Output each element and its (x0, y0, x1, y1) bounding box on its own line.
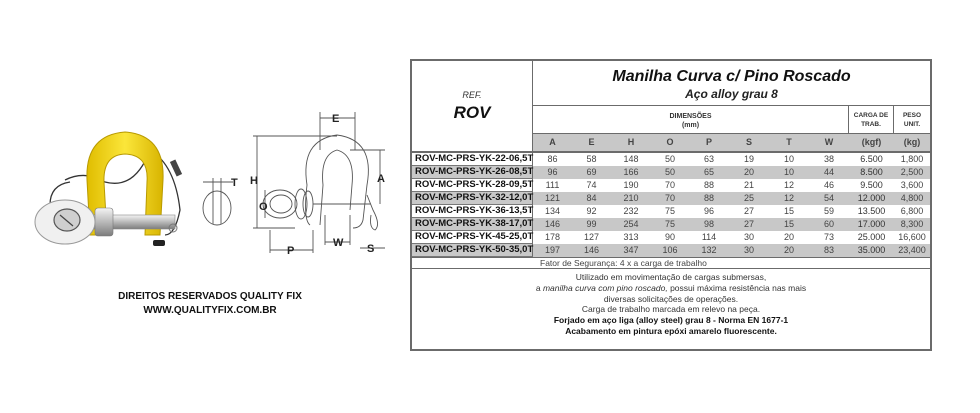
cell-kg: 23,400 (898, 245, 926, 255)
desc-line-2 (412, 283, 930, 294)
product-photo (25, 110, 205, 270)
cell-h: 210 (623, 193, 639, 203)
dim-label-w: W (333, 237, 344, 249)
cell-a: 146 (544, 219, 561, 229)
cell-a: 121 (544, 193, 561, 203)
table-row (412, 244, 930, 257)
col-header-kg: (kg) (903, 137, 921, 147)
dim-label-o: O (259, 201, 268, 213)
cell-kg: 1,800 (900, 154, 924, 164)
cell-o: 106 (662, 245, 678, 255)
cell-s: 30 (743, 232, 754, 242)
cell-kgf: 8.500 (860, 167, 883, 177)
safety-factor-row (412, 257, 930, 269)
dim-label-t: T (231, 177, 238, 189)
peso-header-line1: PESO (902, 112, 922, 119)
row-code: ROV-MC-PRS-YK-28-09,5T (412, 179, 533, 192)
cell-h: 254 (623, 219, 639, 229)
cell-kgf: 12.000 (857, 193, 886, 203)
cell-kgf: 6.500 (860, 154, 883, 164)
cell-e: 69 (586, 167, 597, 177)
cell-a: 111 (545, 180, 560, 190)
table-row (412, 205, 930, 218)
row-code: ROV-MC-PRS-YK-22-06,5T (412, 153, 533, 166)
cell-p: 88 (703, 180, 714, 190)
cell-h: 166 (623, 167, 639, 177)
cell-e: 84 (586, 193, 597, 203)
cell-p: 98 (703, 219, 714, 229)
dimensions-header (533, 106, 849, 133)
desc-line-3: diversas solicitações de operações. (603, 293, 739, 304)
cell-h: 347 (623, 245, 639, 255)
col-header-a: A (549, 137, 556, 147)
dim-label-h: H (250, 175, 258, 187)
desc-line-5: Forjado em aço liga (alloy steel) grau 8 - Norma EN 1677-1 (553, 315, 789, 326)
technical-drawing (195, 100, 405, 260)
cell-s: 27 (743, 206, 754, 216)
cell-w: 59 (823, 206, 834, 216)
cell-o: 75 (664, 219, 675, 229)
cell-o: 70 (664, 180, 675, 190)
cell-p: 63 (703, 154, 714, 164)
cell-t: 15 (783, 206, 794, 216)
cell-h: 232 (623, 206, 639, 216)
cell-kgf: 9.500 (860, 180, 883, 190)
col-header-o: O (666, 137, 674, 147)
cell-s: 30 (743, 245, 754, 255)
col-header-kgf: (kgf) (861, 137, 882, 147)
shackle-photo-icon (25, 110, 205, 270)
cell-w: 83 (823, 245, 834, 255)
col-header-w: W (824, 137, 834, 147)
ref-value: ROV (453, 103, 491, 122)
cell-p: 114 (701, 232, 717, 242)
carga-header (849, 106, 894, 133)
cell-w: 73 (823, 232, 834, 242)
dimensions-header-line2: (mm) (681, 122, 700, 129)
row-code: ROV-MC-PRS-YK-50-35,0T (412, 244, 533, 257)
cell-w: 54 (823, 193, 834, 203)
row-code: ROV-MC-PRS-YK-45-25,0T (412, 231, 533, 244)
cell-t: 20 (783, 232, 794, 242)
table-row (412, 153, 930, 166)
cell-e: 146 (583, 245, 600, 255)
cell-kg: 16,600 (898, 232, 926, 242)
dim-label-e: E (332, 113, 340, 125)
cell-w: 60 (823, 219, 834, 229)
product-title: Manilha Curva c/ Pino Roscado (612, 68, 851, 85)
col-header-p: P (705, 137, 712, 147)
cell-a: 134 (544, 206, 561, 216)
safety-factor-text: Fator de Segurança: 4 x a carga de trabalho (540, 258, 707, 268)
table-row (412, 166, 930, 179)
cell-h: 190 (623, 180, 639, 190)
cell-e: 99 (586, 219, 597, 229)
product-subtitle: Aço alloy grau 8 (685, 87, 778, 101)
cell-e: 127 (583, 232, 600, 242)
title-cell (533, 61, 930, 106)
ref-cell (412, 61, 533, 153)
cell-kg: 4,800 (900, 193, 924, 203)
spec-table (410, 59, 932, 351)
copyright-block (110, 290, 310, 318)
dim-label-p: P (287, 245, 295, 257)
cell-o: 50 (664, 167, 675, 177)
cell-o: 70 (664, 193, 675, 203)
cell-o: 75 (664, 206, 675, 216)
col-header-t: T (786, 137, 792, 147)
desc-line-4: Carga de trabalho marcada em relevo na peça. (581, 304, 761, 315)
cell-t: 10 (783, 154, 794, 164)
cell-e: 58 (586, 154, 597, 164)
peso-header (894, 106, 930, 133)
carga-header-line1: CARGA DE (853, 112, 889, 119)
column-header-row (533, 133, 930, 151)
cell-kgf: 17.000 (857, 219, 886, 229)
shackle-dimension-drawing-icon (195, 100, 405, 260)
cell-w: 44 (823, 167, 834, 177)
cell-kg: 3,600 (900, 180, 924, 190)
cell-e: 92 (586, 206, 597, 216)
desc-line-2-post: possui máxima resistência nas mais (667, 282, 807, 293)
row-code: ROV-MC-PRS-YK-36-13,5T (412, 205, 533, 218)
col-header-h: H (627, 137, 635, 147)
row-code: ROV-MC-PRS-YK-38-17,0T (412, 218, 533, 231)
cell-a: 86 (547, 154, 558, 164)
desc-line-1: Utilizado em movimentação de cargas submersas, (575, 272, 767, 282)
peso-header-line2: UNIT. (903, 121, 921, 128)
dim-label-s: S (367, 243, 375, 255)
copyright-text: DIREITOS RESERVADOS QUALITY FIX (118, 291, 302, 302)
table-row (412, 218, 930, 231)
cell-kgf: 35.000 (857, 245, 886, 255)
cell-p: 88 (703, 193, 714, 203)
table-row (412, 192, 930, 205)
cell-kg: 2,500 (900, 167, 924, 177)
cell-t: 15 (783, 219, 794, 229)
dim-label-a: A (377, 173, 385, 185)
table-body (412, 151, 930, 257)
cell-e: 74 (586, 180, 597, 190)
cell-o: 50 (664, 154, 675, 164)
cell-t: 20 (783, 245, 794, 255)
cell-a: 96 (547, 167, 558, 177)
product-description (412, 272, 930, 337)
cell-p: 96 (703, 206, 714, 216)
cell-kgf: 13.500 (857, 206, 886, 216)
cell-t: 10 (783, 167, 794, 177)
cell-s: 19 (743, 154, 754, 164)
row-code: ROV-MC-PRS-YK-32-12,0T (412, 192, 533, 205)
dimensions-header-line1: DIMENSÕES (669, 113, 712, 120)
desc-line-2-pre: a (535, 282, 543, 293)
cell-t: 12 (783, 193, 794, 203)
cell-p: 132 (701, 245, 717, 255)
ref-label: REF. (462, 90, 482, 100)
desc-line-2-emphasis: manilha curva com pino roscado, (542, 282, 668, 293)
row-code: ROV-MC-PRS-YK-26-08,5T (412, 166, 533, 179)
carga-header-line2: TRAB. (861, 121, 881, 128)
cell-t: 12 (783, 180, 794, 190)
cell-a: 178 (544, 232, 561, 242)
cell-s: 27 (743, 219, 754, 229)
cell-s: 20 (743, 167, 754, 177)
col-header-e: E (588, 137, 595, 147)
cell-kg: 6,800 (900, 206, 924, 216)
cell-h: 148 (623, 154, 639, 164)
cell-w: 38 (823, 154, 834, 164)
cell-h: 313 (623, 232, 639, 242)
cell-p: 65 (703, 167, 714, 177)
cell-kgf: 25.000 (857, 232, 886, 242)
cell-s: 21 (743, 180, 754, 190)
col-header-s: S (745, 137, 752, 147)
website-link[interactable]: WWW.QUALITYFIX.COM.BR (143, 305, 277, 316)
cell-o: 90 (664, 232, 675, 242)
table-row (412, 179, 930, 192)
cell-a: 197 (544, 245, 561, 255)
cell-s: 25 (743, 193, 754, 203)
cell-kg: 8,300 (900, 219, 924, 229)
cell-w: 46 (823, 180, 834, 190)
desc-line-6: Acabamento em pintura epóxi amarelo fluorescente. (565, 325, 777, 336)
table-row (412, 231, 930, 244)
